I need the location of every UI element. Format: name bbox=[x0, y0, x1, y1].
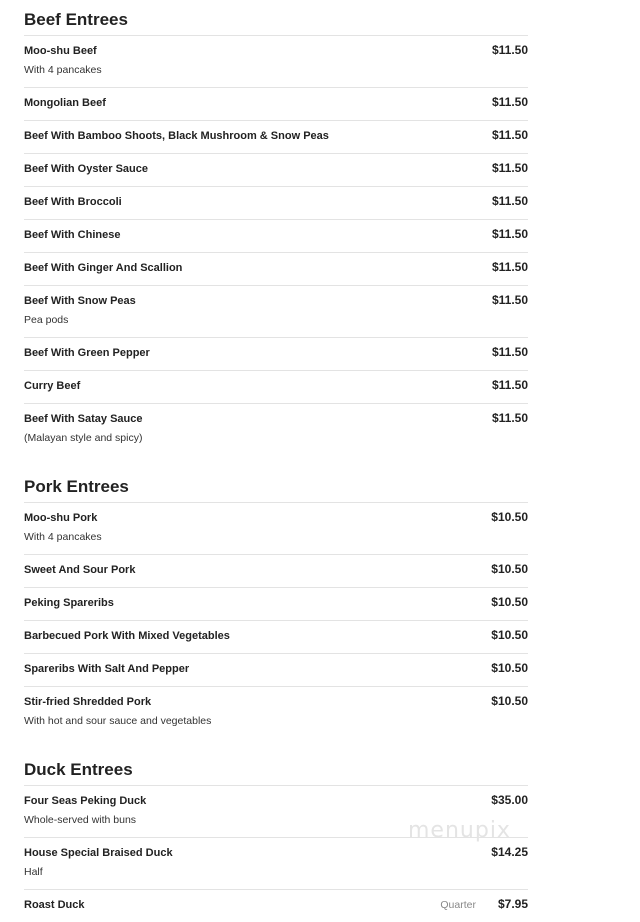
item-name: Mongolian Beef bbox=[24, 97, 106, 109]
item-name: Beef With Satay Sauce bbox=[24, 413, 143, 425]
item-name: Barbecued Pork With Mixed Vegetables bbox=[24, 630, 230, 642]
menu-item bbox=[24, 838, 528, 890]
item-description: With 4 pancakes bbox=[24, 64, 102, 76]
item-price: $11.50 bbox=[491, 128, 528, 142]
item-name: Beef With Chinese bbox=[24, 229, 121, 241]
item-price: $11.50 bbox=[491, 194, 528, 208]
menu-item bbox=[24, 187, 528, 220]
section-title: Pork Entrees bbox=[24, 467, 528, 503]
item-description: With hot and sour sauce and vegetables bbox=[24, 715, 212, 727]
item-price: $10.50 bbox=[491, 661, 528, 675]
item-name: Beef With Snow Peas bbox=[24, 295, 136, 307]
item-name: Roast Duck bbox=[24, 899, 85, 911]
item-name: Beef With Ginger And Scallion bbox=[24, 262, 183, 274]
item-name: Sweet And Sour Pork bbox=[24, 564, 136, 576]
item-name: Four Seas Peking Duck bbox=[24, 795, 147, 807]
item-description: With 4 pancakes bbox=[24, 531, 102, 543]
item-price: $7.95 bbox=[497, 897, 528, 911]
item-price: $35.00 bbox=[491, 793, 528, 807]
menu-item bbox=[24, 220, 528, 253]
item-price: $11.50 bbox=[491, 260, 528, 274]
item-name: Curry Beef bbox=[24, 380, 81, 392]
menu-item bbox=[24, 154, 528, 187]
item-name: Spareribs With Salt And Pepper bbox=[24, 663, 190, 675]
item-description: Pea pods bbox=[24, 314, 69, 326]
menu-item bbox=[24, 503, 528, 555]
item-name: Beef With Bamboo Shoots, Black Mushroom & Snow Peas bbox=[24, 130, 329, 142]
item-price: $11.50 bbox=[491, 161, 528, 175]
item-name: Beef With Oyster Sauce bbox=[24, 163, 148, 175]
menu-item bbox=[24, 88, 528, 121]
section-pork-entrees bbox=[24, 467, 528, 738]
menu-item bbox=[24, 654, 528, 687]
menu-item bbox=[24, 286, 528, 338]
section-gap bbox=[24, 738, 528, 750]
item-price: $11.50 bbox=[491, 43, 528, 57]
item-price: $11.50 bbox=[491, 378, 528, 392]
item-price: $11.50 bbox=[491, 411, 528, 425]
item-name: Peking Spareribs bbox=[24, 597, 114, 609]
item-size: Quarter bbox=[440, 899, 476, 911]
menu-item bbox=[24, 588, 528, 621]
section-beef-entrees bbox=[24, 0, 528, 455]
item-price: $10.50 bbox=[491, 510, 528, 524]
item-description: (Malayan style and spicy) bbox=[24, 432, 143, 444]
item-name: Moo-shu Pork bbox=[24, 512, 98, 524]
item-name: Moo-shu Beef bbox=[24, 45, 97, 57]
item-price: $11.50 bbox=[491, 293, 528, 307]
menu-item bbox=[24, 890, 528, 922]
section-gap bbox=[24, 455, 528, 467]
menu-item bbox=[24, 404, 528, 455]
item-name: Stir-fried Shredded Pork bbox=[24, 696, 152, 708]
menu-item bbox=[24, 121, 528, 154]
menu-item bbox=[24, 36, 528, 88]
item-price: $10.50 bbox=[491, 595, 528, 609]
item-description: Half bbox=[24, 866, 43, 878]
watermark-logo: menupix bbox=[408, 818, 511, 843]
menu-item bbox=[24, 687, 528, 738]
item-name: Beef With Broccoli bbox=[24, 196, 122, 208]
menu-item bbox=[24, 371, 528, 404]
item-price: $11.50 bbox=[491, 95, 528, 109]
item-price: $14.25 bbox=[491, 845, 528, 859]
item-price: $10.50 bbox=[491, 628, 528, 642]
item-name: House Special Braised Duck bbox=[24, 847, 173, 859]
section-title: Beef Entrees bbox=[24, 0, 528, 36]
item-description: Whole-served with buns bbox=[24, 814, 137, 826]
menu-item bbox=[24, 338, 528, 371]
menu-item bbox=[24, 555, 528, 588]
menu bbox=[24, 0, 528, 922]
item-price: $10.50 bbox=[491, 694, 528, 708]
item-name: Beef With Green Pepper bbox=[24, 347, 150, 359]
menu-item bbox=[24, 253, 528, 286]
item-price: $11.50 bbox=[491, 345, 528, 359]
section-title: Duck Entrees bbox=[24, 750, 528, 786]
item-price: $10.50 bbox=[491, 562, 528, 576]
item-price: $11.50 bbox=[491, 227, 528, 241]
menu-item bbox=[24, 621, 528, 654]
